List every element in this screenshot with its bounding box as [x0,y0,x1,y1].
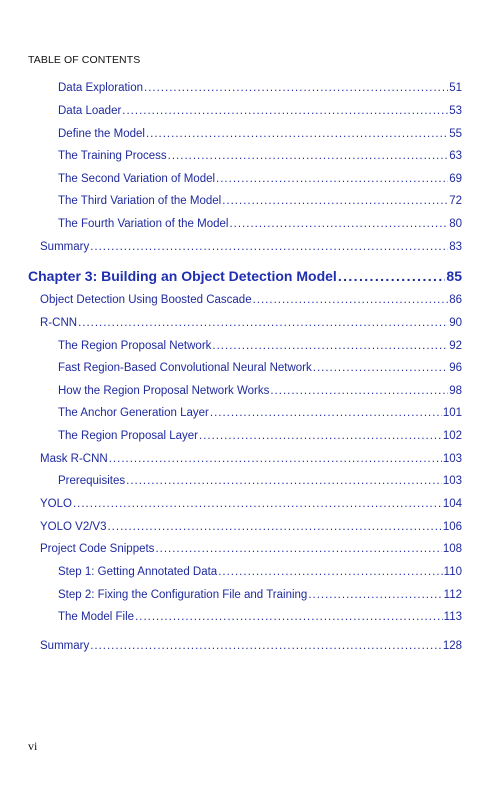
toc-entry-summary-ch3[interactable] [40,640,462,652]
toc-entry-page: 103 [442,475,462,487]
dot-leader [216,173,448,185]
toc-entry-define-the-model[interactable] [58,128,462,140]
toc-entry-title: Object Detection Using Boosted Cascade [40,294,252,306]
toc-entry-title: R-CNN [40,317,78,329]
page-number: vi [28,739,38,753]
toc-entry-page: 69 [449,173,462,185]
toc-entry-how-rpn-works[interactable] [58,385,462,397]
toc-entry-title: YOLO V2/V3 [40,521,107,533]
toc-entry-step-1[interactable] [58,566,462,578]
toc-entry-page: 63 [449,150,462,162]
toc-entry-title: Define the Model [58,128,145,140]
toc-entry-page: 83 [449,241,462,253]
toc-entry-page: 110 [443,566,462,578]
dot-leader [109,453,442,465]
dot-leader [253,294,449,306]
toc-chapter-3[interactable] [28,268,462,284]
dot-leader [107,521,441,533]
dot-leader [78,317,448,329]
toc-entry-third-variation[interactable] [58,195,462,207]
toc-entry-title: Data Loader [58,105,122,117]
dot-leader [210,407,442,419]
dot-leader [73,498,442,510]
toc-entry-page: 108 [442,543,462,555]
dot-leader [308,589,442,601]
dot-leader [222,195,448,207]
toc-entry-data-exploration[interactable] [58,82,462,94]
dot-leader [168,150,449,162]
toc-entry-page: 113 [443,611,462,623]
toc-entry-title: Project Code Snippets [40,543,155,555]
toc-entry-title: Step 2: Fixing the Configuration File and Training [58,589,308,601]
toc-entry-summary-ch2[interactable] [40,241,462,253]
toc-entry-project-code-snippets[interactable] [40,543,462,555]
toc-chapter-page: 85 [446,268,462,284]
dot-leader [218,566,442,578]
toc-entry-boosted-cascade[interactable] [40,294,462,306]
toc-entry-title: Mask R-CNN [40,453,108,465]
dot-leader [135,611,443,623]
dot-leader [199,430,442,442]
dot-leader [155,543,441,555]
toc-entry-page: 112 [443,589,462,601]
toc-entry-mask-r-cnn[interactable] [40,453,462,465]
dot-leader [146,128,448,140]
toc-entry-training-process[interactable] [58,150,462,162]
toc-entry-title: The Fourth Variation of the Model [58,218,229,230]
toc-chapter-title: Chapter 3: Building an Object Detection Model [28,268,337,284]
dot-leader [126,475,442,487]
running-header: TABLE OF CONTENTS [28,54,141,66]
dot-leader [212,340,448,352]
toc-entry-page: 80 [449,218,462,230]
dot-leader [229,218,448,230]
toc-entry-title: Fast Region-Based Convolutional Neural Network [58,362,312,374]
toc-entry-page: 98 [449,385,462,397]
toc-entry-title: The Model File [58,611,135,623]
toc-entry-title: The Anchor Generation Layer [58,407,209,419]
toc-entry-title: The Training Process [58,150,167,162]
toc-entry-title: Summary [40,241,90,253]
toc-entry-fast-r-cnn[interactable] [58,362,462,374]
dot-leader [90,640,442,652]
dot-leader [338,268,446,284]
toc-entry-title: YOLO [40,498,72,510]
toc-entry-region-proposal-network[interactable] [58,340,462,352]
toc-entry-page: 53 [449,105,462,117]
toc-entry-title: The Region Proposal Layer [58,430,198,442]
toc-entry-title: Step 1: Getting Annotated Data [58,566,218,578]
toc-entry-page: 51 [449,82,462,94]
toc-entry-yolo-v2-v3[interactable] [40,521,462,533]
toc-entry-step-2[interactable] [58,589,462,601]
dot-leader [144,82,448,94]
toc-entry-page: 101 [442,407,462,419]
toc-entry-page: 96 [449,362,462,374]
toc-entry-title: The Second Variation of Model [58,173,216,185]
toc-entry-fourth-variation[interactable] [58,218,462,230]
dot-leader [313,362,448,374]
toc-entry-yolo[interactable] [40,498,462,510]
toc-entry-page: 104 [442,498,462,510]
dot-leader [270,385,448,397]
toc-entry-page: 92 [449,340,462,352]
toc-entry-page: 90 [449,317,462,329]
toc-entry-title: How the Region Proposal Network Works [58,385,270,397]
toc-entry-region-proposal-layer[interactable] [58,430,462,442]
toc-entry-r-cnn[interactable] [40,317,462,329]
toc-entry-page: 72 [449,195,462,207]
toc-entry-anchor-generation-layer[interactable] [58,407,462,419]
toc-entry-page: 86 [449,294,462,306]
toc-entry-title: Data Exploration [58,82,144,94]
toc-entry-page: 103 [442,453,462,465]
toc-entry-title: Summary [40,640,90,652]
toc-entry-data-loader[interactable] [58,105,462,117]
toc-entry-page: 102 [442,430,462,442]
toc-entry-page: 55 [449,128,462,140]
toc-entry-prerequisites[interactable] [58,475,462,487]
dot-leader [90,241,448,253]
toc-entry-title: The Region Proposal Network [58,340,212,352]
toc-entry-model-file[interactable] [58,611,462,623]
toc-entry-second-variation[interactable] [58,173,462,185]
toc-entry-page: 106 [442,521,462,533]
dot-leader [122,105,448,117]
toc-entry-title: The Third Variation of the Model [58,195,222,207]
toc-entry-title: Prerequisites [58,475,126,487]
toc-entry-page: 128 [442,640,462,652]
